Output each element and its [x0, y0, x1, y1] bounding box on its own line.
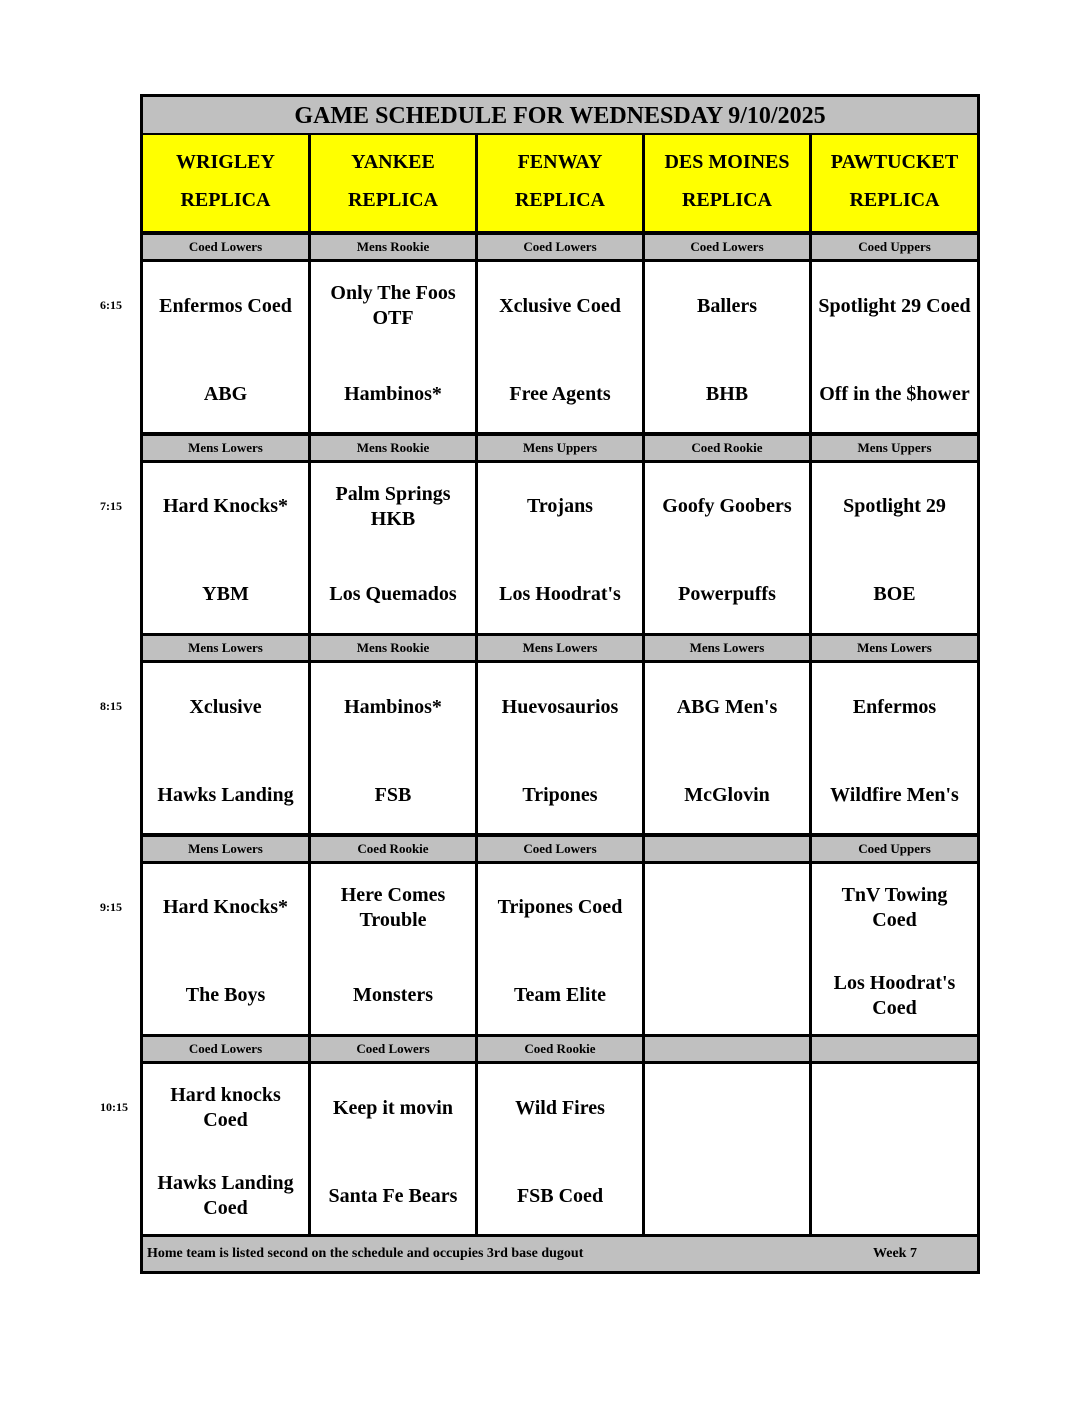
- division-label: [812, 1037, 977, 1061]
- game-cell: [645, 1064, 809, 1234]
- game-cell: [812, 1064, 977, 1234]
- venue-subtitle: REPLICA: [180, 189, 271, 211]
- team-name-line: Palm Springs: [335, 482, 451, 505]
- team-name-line: FSB Coed: [516, 1184, 604, 1207]
- home-team: [311, 1166, 475, 1226]
- team-name-line: Enfermos: [852, 695, 937, 718]
- division-label: Coed Lowers: [143, 235, 308, 259]
- team-name-line: FSB: [374, 783, 412, 806]
- home-team: [478, 765, 642, 825]
- home-team: [143, 364, 308, 424]
- team-name-line: Coed: [203, 1109, 248, 1131]
- away-team: [143, 477, 308, 537]
- time-label: 10:15: [100, 1100, 128, 1114]
- division-label: Coed Lowers: [143, 1037, 308, 1061]
- team-name-line: Here Comes: [340, 883, 446, 906]
- division-label: Coed Lowers: [478, 837, 642, 861]
- team-name-line: Off in the $hower: [819, 382, 970, 405]
- game-cell: [645, 663, 809, 833]
- team-name-line: BOE: [873, 583, 916, 605]
- division-label: Mens Lowers: [143, 837, 308, 861]
- team-name-line: Only The Foos: [330, 282, 456, 304]
- game-cell: [478, 864, 642, 1034]
- time-column: [0, 0, 140, 1408]
- away-team: [645, 878, 809, 938]
- division-label: Mens Uppers: [478, 436, 642, 460]
- team-name-line: Trojans: [527, 495, 593, 517]
- game-cell: [645, 864, 809, 1034]
- division-label: [645, 837, 809, 861]
- away-team: [645, 477, 809, 537]
- away-team: [143, 276, 308, 336]
- away-team: [645, 1078, 809, 1138]
- division-label: Mens Rookie: [311, 235, 475, 259]
- division-label: Coed Uppers: [812, 235, 977, 259]
- home-team: [812, 565, 977, 625]
- team-name-line: Coed: [872, 908, 917, 931]
- team-name-line: Spotlight 29: [843, 495, 946, 517]
- team-name-line: Tripones Coed: [497, 896, 623, 918]
- away-team: [143, 878, 308, 938]
- division-label: [645, 1037, 809, 1061]
- away-team: [311, 878, 475, 938]
- home-team: [645, 364, 809, 424]
- time-label: 9:15: [100, 899, 122, 914]
- home-team: [311, 765, 475, 825]
- game-cell: [478, 463, 642, 633]
- venue-subtitle: REPLICA: [849, 189, 940, 211]
- venue-name: DES MOINES: [664, 151, 790, 173]
- venue-subtitle: REPLICA: [347, 189, 438, 211]
- team-name-line: Free Agents: [509, 382, 611, 405]
- team-name-line: Hawks Landing: [157, 1172, 294, 1194]
- week-label: Week 7: [873, 1246, 917, 1261]
- division-label: Coed Rookie: [311, 837, 475, 861]
- home-team-note: Home team is listed second on the schedule and occupies 3rd base dugout: [147, 1246, 584, 1261]
- schedule-title: GAME SCHEDULE FOR WEDNESDAY 9/10/2025: [143, 97, 977, 133]
- division-label: Mens Rookie: [311, 436, 475, 460]
- away-team: [812, 477, 977, 537]
- team-name-line: Huevosaurios: [501, 695, 619, 718]
- game-cell: [311, 262, 475, 432]
- game-cell: [812, 864, 977, 1034]
- away-team: [311, 276, 475, 336]
- home-team: [645, 765, 809, 825]
- home-team: [812, 1166, 977, 1226]
- game-cell: [143, 262, 308, 432]
- away-team: [812, 1078, 977, 1138]
- game-cell: [143, 663, 308, 833]
- team-name-line: Los Quemados: [329, 583, 457, 605]
- team-name-line: Keep it movin: [333, 1096, 453, 1119]
- away-team: [311, 1078, 475, 1138]
- home-team: [143, 765, 308, 825]
- home-team: [645, 966, 809, 1026]
- team-name-line: YBM: [202, 583, 249, 605]
- home-team: [478, 1166, 642, 1226]
- game-cell: [311, 1064, 475, 1234]
- home-team: [478, 364, 642, 424]
- team-name-line: The Boys: [185, 984, 266, 1006]
- team-name-line: Hard Knocks*: [162, 495, 289, 517]
- division-label: Coed Rookie: [645, 436, 809, 460]
- home-team: [143, 966, 308, 1026]
- venue-header: [311, 135, 475, 231]
- game-cell: [812, 262, 977, 432]
- team-name-line: Team Elite: [513, 984, 607, 1006]
- venue-header: [478, 135, 642, 231]
- venue-name: YANKEE: [351, 151, 435, 173]
- venue-header: [143, 135, 308, 231]
- away-team: [812, 677, 977, 737]
- game-cell: [143, 1064, 308, 1234]
- team-name-line: Trouble: [359, 908, 427, 931]
- away-team: [478, 677, 642, 737]
- away-team: [645, 276, 809, 336]
- home-team: [311, 966, 475, 1026]
- game-cell: [143, 864, 308, 1034]
- away-team: [143, 1078, 308, 1138]
- team-name-line: McGlovin: [684, 783, 770, 806]
- team-name-line: Tripones: [522, 783, 598, 806]
- venue-header: [812, 135, 977, 231]
- team-name-line: ABG Men's: [676, 695, 778, 718]
- team-name-line: Enfermos Coed: [159, 294, 292, 317]
- team-name-line: Hawks Landing: [157, 783, 294, 806]
- home-team: [812, 765, 977, 825]
- home-team: [812, 364, 977, 424]
- game-cell: [478, 663, 642, 833]
- schedule-footer: [143, 1237, 977, 1271]
- division-label: Coed Uppers: [812, 837, 977, 861]
- game-cell: [478, 1064, 642, 1234]
- home-team: [478, 966, 642, 1026]
- team-name-line: Wildfire Men's: [830, 783, 959, 806]
- game-cell: [645, 463, 809, 633]
- away-team: [311, 477, 475, 537]
- division-label: Mens Lowers: [812, 636, 977, 660]
- division-label: Coed Rookie: [478, 1037, 642, 1061]
- away-team: [812, 276, 977, 336]
- team-name-line: Santa Fe Bears: [328, 1184, 458, 1207]
- home-team: [311, 364, 475, 424]
- team-name-line: Coed: [872, 996, 917, 1019]
- team-name-line: Hambinos*: [344, 695, 442, 718]
- team-name-line: Coed: [203, 1197, 248, 1219]
- away-team: [645, 677, 809, 737]
- venue-subtitle: REPLICA: [681, 189, 772, 211]
- game-cell: [812, 463, 977, 633]
- game-cell: [478, 262, 642, 432]
- away-team: [311, 677, 475, 737]
- game-cell: [812, 663, 977, 833]
- team-name-line: Los Hoodrat's: [499, 583, 621, 605]
- away-team: [478, 1078, 642, 1138]
- home-team: [645, 565, 809, 625]
- team-name-line: HKB: [370, 507, 416, 530]
- team-name-line: BHB: [705, 382, 749, 405]
- venue-name: WRIGLEY: [176, 151, 275, 173]
- game-cell: [645, 262, 809, 432]
- home-team: [143, 1166, 308, 1226]
- division-label: Mens Lowers: [143, 436, 308, 460]
- team-name-line: Hard knocks: [170, 1084, 281, 1106]
- game-cell: [143, 463, 308, 633]
- home-team: [645, 1166, 809, 1226]
- venue-name: PAWTUCKET: [830, 151, 959, 173]
- division-label: Coed Lowers: [478, 235, 642, 259]
- team-name-line: ABG: [203, 382, 248, 405]
- team-name-line: Spotlight 29 Coed: [818, 294, 971, 317]
- team-name-line: Xclusive Coed: [499, 294, 621, 317]
- venue-header: [645, 135, 809, 231]
- team-name-line: Los Hoodrat's: [833, 971, 956, 994]
- division-label: Coed Lowers: [645, 235, 809, 259]
- team-name-line: Xclusive: [189, 695, 262, 718]
- away-team: [478, 276, 642, 336]
- division-label: Mens Lowers: [478, 636, 642, 660]
- time-label: 6:15: [100, 298, 122, 312]
- team-name-line: Goofy Goobers: [662, 495, 792, 517]
- time-label: 8:15: [100, 699, 122, 713]
- division-label: Coed Lowers: [311, 1037, 475, 1061]
- game-cell: [311, 663, 475, 833]
- division-label: Mens Rookie: [311, 636, 475, 660]
- team-name-line: Monsters: [353, 984, 433, 1006]
- division-label: Mens Uppers: [812, 436, 977, 460]
- team-name-line: Hard Knocks*: [162, 896, 289, 918]
- away-team: [478, 878, 642, 938]
- game-cell: [311, 463, 475, 633]
- team-name-line: OTF: [372, 307, 414, 329]
- game-cell: [311, 864, 475, 1034]
- away-team: [812, 878, 977, 938]
- team-name-line: Powerpuffs: [678, 583, 776, 605]
- home-team: [311, 565, 475, 625]
- team-name-line: TnV Towing: [841, 883, 948, 906]
- home-team: [143, 565, 308, 625]
- team-name-line: Wild Fires: [515, 1096, 605, 1119]
- away-team: [143, 677, 308, 737]
- time-label: 7:15: [100, 498, 122, 513]
- venue-subtitle: REPLICA: [514, 189, 605, 211]
- team-name-line: Ballers: [697, 294, 757, 317]
- away-team: [478, 477, 642, 537]
- home-team: [478, 565, 642, 625]
- team-name-line: Hambinos*: [344, 382, 442, 405]
- division-label: Mens Lowers: [645, 636, 809, 660]
- home-team: [812, 966, 977, 1026]
- schedule-table: [140, 94, 980, 1274]
- division-label: Mens Lowers: [143, 636, 308, 660]
- venue-name: FENWAY: [517, 151, 603, 173]
